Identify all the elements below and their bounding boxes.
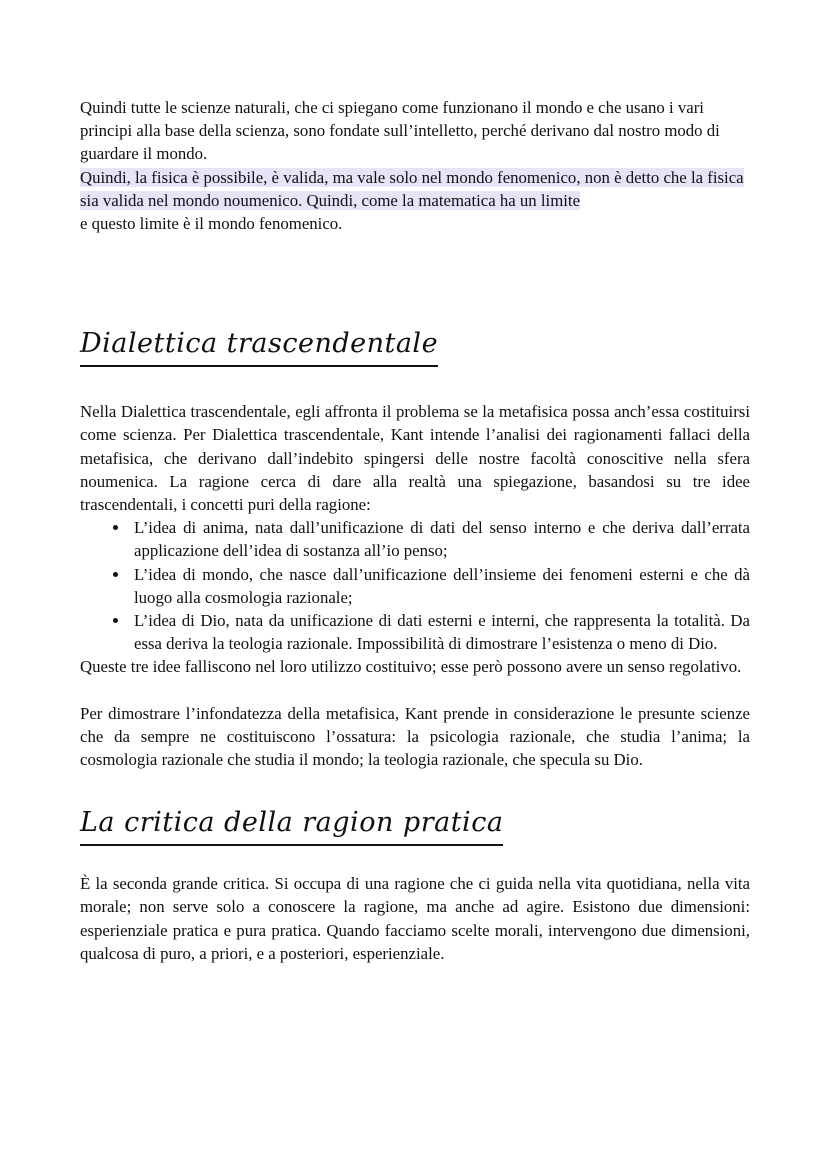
highlighted-text: Quindi, la fisica è possibile, è valida, ma vale solo nel mondo fenomenico, non è detto che la fisica sia valida nel mondo noumenico. Quindi, come la matematica ha un limite	[80, 167, 744, 210]
ideas-list	[80, 516, 750, 655]
section-heading-dialettica	[80, 328, 750, 367]
document-page	[80, 96, 750, 965]
list-item: • L’idea di Dio, nata da unificazione di dati esterni e interni, che rappresenta la totalità. Da essa deriva la teologia razionale. Impossibilità di dimostrare l’esistenza o meno di Dio.	[130, 609, 750, 655]
metaphysics-paragraph: Per dimostrare l’infondatezza della metafisica, Kant prende in considerazione le presunte scienze che da sempre ne costituiscono l’ossatura: la psicologia razionale, che studia l’anima; la cosmologia razionale che studia il mondo; la teologia razionale, che specula su Dio.	[80, 703, 750, 770]
section-title: La critica della ragion pratica	[80, 807, 503, 846]
intro-paragraph-2	[80, 166, 750, 236]
intro-paragraph: Quindi tutte le scienze naturali, che ci spiegano come funzionano il mondo e che usano i vari principi alla base della scienza, sono fondate sull’intelletto, perché derivano dal nostro modo di guardare il mondo.	[80, 98, 720, 164]
section-title: Dialettica trascendentale	[80, 328, 438, 367]
dialettica-paragraph: Nella Dialettica trascendentale, egli affronta il problema se la metafisica possa anch’essa costituirsi come scienza. Per Dialettica trascendentale, Kant intende l’analisi dei ragionamenti fallaci della metafisica, che derivano dall’indebito spingersi delle nostre facoltà conoscitive nella sfera noumenica. La ragione cerca di dare alla realtà una spiegazione, basandosi su tre idee trascendentali, i concetti puri della ragione:	[80, 402, 750, 515]
list-item: • L’idea di anima, nata dall’unificazione di dati del senso interno e che deriva dall’errata applicazione dell’idea di sostanza all’io penso;	[130, 516, 750, 562]
intro-paragraph-2-rest: e questo limite è il mondo fenomenico.	[80, 214, 343, 234]
ragion-pratica-paragraph: È la seconda grande critica. Si occupa di una ragione che ci guida nella vita quotidiana, nella vita morale; non serve solo a conoscere la ragione, ma anche ad agire. Esistono due dimensioni: esperienziale pratica e pura pratica. Quando facciamo scelte morali, intervengono due dimensioni, qualcosa di puro, a priori, e a posteriori, esperienziale.	[80, 874, 750, 963]
list-item: • L’idea di mondo, che nasce dall’unificazione dell’insieme dei fenomeni esterni e che dà luogo alla cosmologia razionale;	[130, 563, 750, 609]
regulative-paragraph: Queste tre idee falliscono nel loro utilizzo costituivo; esse però possono avere un senso regolativo.	[80, 657, 742, 677]
section-heading-ragion-pratica	[80, 807, 750, 846]
